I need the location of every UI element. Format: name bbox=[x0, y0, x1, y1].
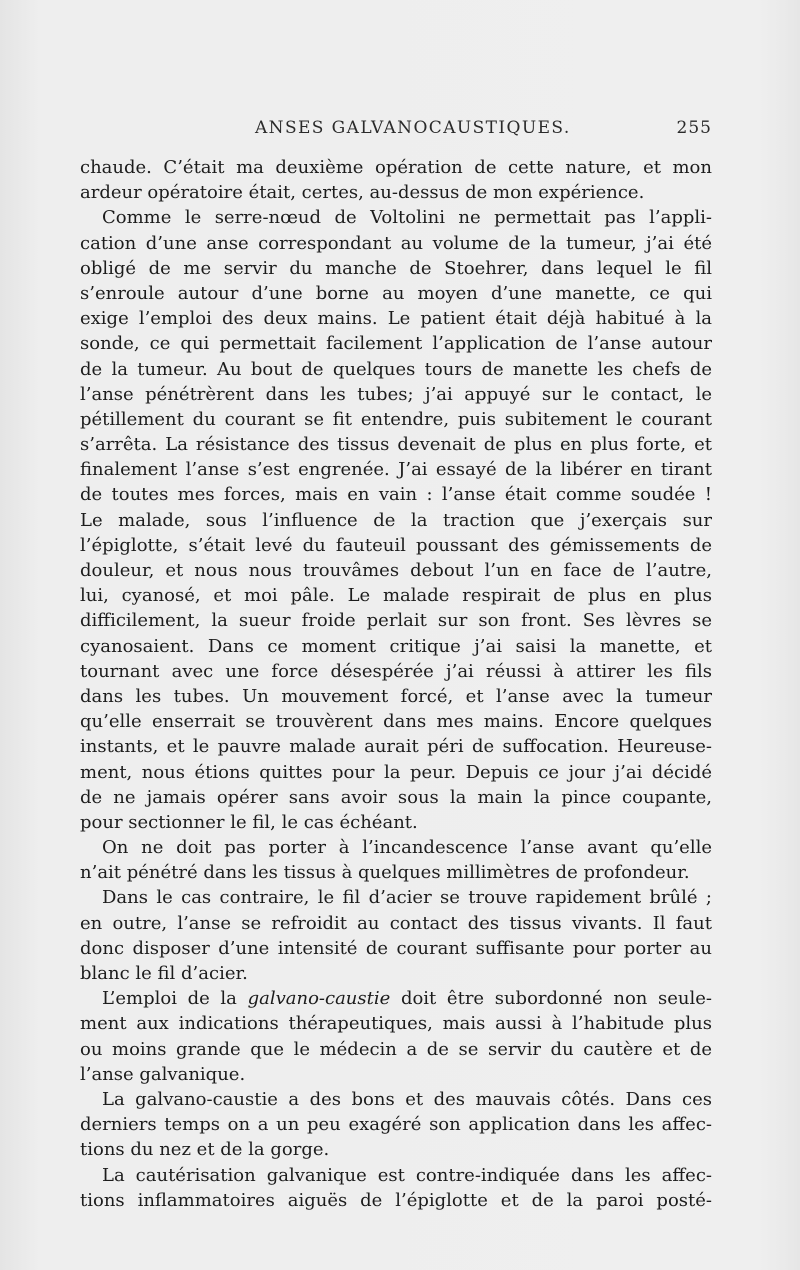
text-line: blanc le fil d’acier. bbox=[80, 963, 248, 984]
text-line: pétillement du courant se fit entendre, puis subitement le courant bbox=[80, 408, 712, 430]
text-line: chaude. C’était ma deuxième opération de cette nature, et mon bbox=[80, 157, 712, 178]
text-line: dans les tubes. Un mouvement forcé, et l’anse avec la tumeur bbox=[80, 685, 712, 707]
text-line: La galvano-caustie a des bons et des mauvais côtés. Dans ces bbox=[102, 1088, 712, 1110]
text-line: cation d’une anse correspondant au volume de la tumeur, j’ai été bbox=[80, 232, 712, 254]
text-line: derniers temps on a un peu exagéré son application dans les affec- bbox=[80, 1114, 712, 1136]
page-number: 255 bbox=[676, 118, 712, 138]
body-text bbox=[80, 155, 712, 1213]
text-line: ment aux indications thérapeutiques, mais aussi à l’habitude plus bbox=[80, 1013, 712, 1035]
italic-term: galvano-caustie bbox=[247, 988, 391, 1010]
text-line: ou moins grande que le médecin a de se servir du cautère et de bbox=[80, 1038, 712, 1060]
text-line: Dans le cas contraire, le fil d’acier se trouve rapidement brûlé ; bbox=[102, 887, 712, 909]
text-line: donc disposer d’une intensité de courant suffisante pour porter au bbox=[80, 937, 712, 959]
text-line: instants, et le pauvre malade aurait péri de suffocation. Heureuse- bbox=[80, 736, 712, 758]
text-line: tournant avec une force désespérée j’ai réussi à attirer les fils bbox=[80, 660, 712, 682]
text-line: On ne doit pas porter à l’incandescence l’anse avant qu’elle bbox=[102, 837, 712, 859]
text-line: finalement l’anse s’est engrenée. J’ai essayé de la libérer en tirant bbox=[80, 459, 712, 481]
text-line: La cautérisation galvanique est contre-indiquée dans les affec- bbox=[102, 1164, 712, 1186]
text-line: Comme le serre-nœud de Voltolini ne permettait pas l’appli- bbox=[102, 207, 712, 229]
text-line: pour sectionner le fil, le cas échéant. bbox=[80, 811, 418, 833]
text-line: difficilement, la sueur froide perlait sur son front. Ses lèvres se bbox=[80, 610, 712, 632]
text-line: l’épiglotte, s’était levé du fauteuil poussant des gémissements de bbox=[80, 534, 712, 556]
text-line: douleur, et nous nous trouvâmes debout l’un en face de l’autre, bbox=[80, 560, 712, 581]
text-line: n’ait pénétré dans les tissus à quelques millimètres de profondeur. bbox=[80, 862, 690, 884]
page-header bbox=[80, 118, 712, 144]
text-line: sonde, ce qui permettait facilement l’application de l’anse autour bbox=[80, 333, 712, 355]
text-segment: L’emploi de la bbox=[102, 988, 237, 1010]
text-line: de ne jamais opérer sans avoir sous la main la pince coupante, bbox=[80, 786, 712, 808]
text-line-with-italic bbox=[80, 986, 712, 1011]
text-line: l’anse pénétrèrent dans les tubes; j’ai appuyé sur le contact, le bbox=[80, 383, 712, 405]
text-line: cyanosaient. Dans ce moment critique j’ai saisi la manette, et bbox=[80, 635, 712, 657]
text-line: tions inflammatoires aiguës de l’épiglotte et de la paroi posté- bbox=[80, 1189, 712, 1211]
running-title: ANSES GALVANOCAUSTIQUES. bbox=[255, 118, 571, 138]
text-line: qu’elle enserrait se trouvèrent dans mes mains. Encore quelques bbox=[80, 711, 712, 733]
text-line: de la tumeur. Au bout de quelques tours de manette les chefs de bbox=[80, 358, 712, 380]
text-segment: doit être subordonné non seule- bbox=[400, 988, 712, 1010]
text-line: Le malade, sous l’influence de la traction que j’exerçais sur bbox=[80, 509, 712, 531]
text-line: obligé de me servir du manche de Stoehrer, dans lequel le fil bbox=[80, 257, 712, 279]
text-line: en outre, l’anse se refroidit au contact des tissus vivants. Il faut bbox=[80, 912, 712, 934]
text-line: exige l’emploi des deux mains. Le patient était déjà habitué à la bbox=[80, 308, 712, 330]
text-line: de toutes mes forces, mais en vain : l’anse était comme soudée ! bbox=[80, 484, 712, 506]
text-line: ardeur opératoire était, certes, au-dessus de mon expérience. bbox=[80, 182, 645, 204]
text-line: l’anse galvanique. bbox=[80, 1063, 246, 1085]
text-line: s’arrêta. La résistance des tissus devenait de plus en plus forte, et bbox=[80, 434, 712, 456]
text-line: s’enroule autour d’une borne au moyen d’une manette, ce qui bbox=[80, 282, 712, 304]
text-line: tions du nez et de la gorge. bbox=[80, 1139, 330, 1161]
text-line: ment, nous étions quittes pour la peur. Depuis ce jour j’ai décidé bbox=[80, 761, 712, 783]
text-line: lui, cyanosé, et moi pâle. Le malade respirait de plus en plus bbox=[80, 585, 712, 607]
